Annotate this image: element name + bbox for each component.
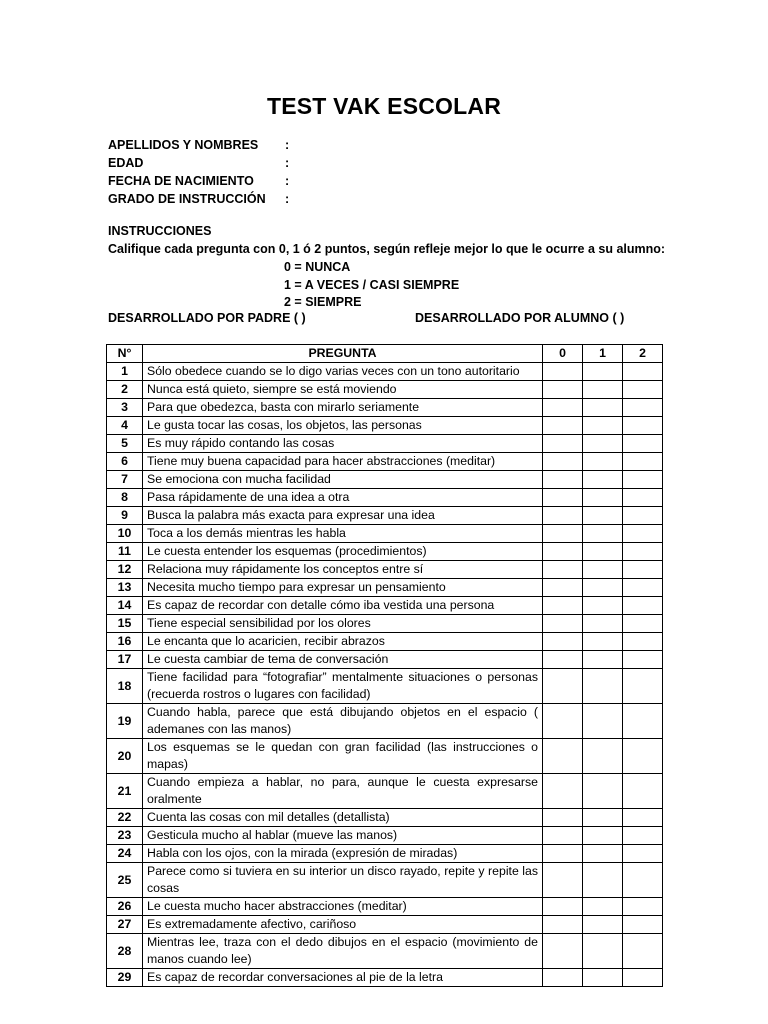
student-info-fields: [108, 136, 508, 208]
field-full-name: [108, 136, 508, 154]
score-cell-1[interactable]: [583, 399, 623, 417]
score-cell-2[interactable]: [623, 399, 663, 417]
field-birth-date: [108, 172, 508, 190]
score-cell-2[interactable]: [623, 916, 663, 934]
score-cell-0[interactable]: [543, 615, 583, 633]
question-number: 8: [107, 489, 143, 507]
score-cell-2[interactable]: [623, 417, 663, 435]
table-row: [107, 651, 663, 669]
table-row: [107, 525, 663, 543]
score-cell-0[interactable]: [543, 543, 583, 561]
question-text: Para que obedezca, basta con mirarlo seriamente: [143, 399, 543, 417]
score-cell-0[interactable]: [543, 934, 583, 969]
score-cell-0[interactable]: [543, 845, 583, 863]
field-label: APELLIDOS Y NOMBRES: [108, 138, 259, 152]
developed-by-student[interactable]: DESARROLLADO POR ALUMNO ( ): [415, 311, 625, 325]
score-cell-0[interactable]: [543, 704, 583, 739]
question-number: 14: [107, 597, 143, 615]
score-cell-2[interactable]: [623, 453, 663, 471]
table-row: [107, 934, 663, 969]
score-cell-2[interactable]: [623, 489, 663, 507]
score-cell-1[interactable]: [583, 381, 623, 399]
score-cell-0[interactable]: [543, 827, 583, 845]
score-cell-0[interactable]: [543, 916, 583, 934]
score-cell-0[interactable]: [543, 669, 583, 704]
score-cell-2[interactable]: [623, 597, 663, 615]
question-text: Le encanta que lo acaricien, recibir abrazos: [143, 633, 543, 651]
scale-item: 0 = NUNCA: [284, 260, 351, 274]
header-number: N°: [107, 345, 143, 363]
score-cell-1[interactable]: [583, 774, 623, 809]
score-cell-0[interactable]: [543, 525, 583, 543]
question-text: Necesita mucho tiempo para expresar un pensamiento: [143, 579, 543, 597]
header-question: PREGUNTA: [143, 345, 543, 363]
score-cell-0[interactable]: [543, 651, 583, 669]
scale-item: 1 = A VECES / CASI SIEMPRE: [284, 277, 460, 292]
table-row: [107, 471, 663, 489]
score-cell-2[interactable]: [623, 827, 663, 845]
rating-scale: [284, 259, 459, 312]
question-number: 24: [107, 845, 143, 863]
table-row: [107, 633, 663, 651]
question-number: 9: [107, 507, 143, 525]
question-text: Pasa rápidamente de una idea a otra: [143, 489, 543, 507]
header-score-1: 1: [583, 345, 623, 363]
score-cell-0[interactable]: [543, 809, 583, 827]
table-row: [107, 774, 663, 809]
score-cell-0[interactable]: [543, 597, 583, 615]
field-label: GRADO DE INSTRUCCIÓN: [108, 192, 266, 206]
score-cell-2[interactable]: [623, 471, 663, 489]
header-score-2: 2: [623, 345, 663, 363]
page-title: TEST VAK ESCOLAR: [266, 93, 502, 119]
question-text: Toca a los demás mientras les habla: [143, 525, 543, 543]
score-cell-2[interactable]: [623, 651, 663, 669]
question-number: 27: [107, 916, 143, 934]
field-age: [108, 154, 508, 172]
table-row: [107, 669, 663, 704]
score-cell-2[interactable]: [623, 363, 663, 381]
question-number: 17: [107, 651, 143, 669]
score-cell-2[interactable]: [623, 774, 663, 809]
score-cell-0[interactable]: [543, 453, 583, 471]
score-cell-2[interactable]: [623, 633, 663, 651]
field-colon: :: [285, 138, 290, 152]
question-number: 29: [107, 969, 143, 987]
field-colon: :: [285, 192, 290, 206]
question-text: Nunca está quieto, siempre se está moviendo: [143, 381, 543, 399]
question-number: 7: [107, 471, 143, 489]
score-cell-2[interactable]: [623, 704, 663, 739]
instructions-heading: INSTRUCCIONES: [108, 224, 212, 238]
question-number: 28: [107, 934, 143, 969]
score-cell-0[interactable]: [543, 739, 583, 774]
score-cell-1[interactable]: [583, 739, 623, 774]
score-cell-0[interactable]: [543, 399, 583, 417]
question-number: 10: [107, 525, 143, 543]
score-cell-1[interactable]: [583, 453, 623, 471]
table-row: [107, 916, 663, 934]
question-text: Le cuesta mucho hacer abstracciones (meditar): [143, 898, 543, 916]
score-cell-1[interactable]: [583, 827, 623, 845]
score-cell-2[interactable]: [623, 543, 663, 561]
score-cell-1[interactable]: [583, 934, 623, 969]
score-cell-2[interactable]: [623, 615, 663, 633]
question-number: 26: [107, 898, 143, 916]
question-text: Habla con los ojos, con la mirada (expresión de miradas): [143, 845, 543, 863]
score-cell-0[interactable]: [543, 417, 583, 435]
question-number: 23: [107, 827, 143, 845]
question-number: 6: [107, 453, 143, 471]
score-cell-1[interactable]: [583, 597, 623, 615]
score-cell-0[interactable]: [543, 579, 583, 597]
developed-by-parent[interactable]: DESARROLLADO POR PADRE ( ): [108, 311, 306, 325]
question-number: 2: [107, 381, 143, 399]
table-row: [107, 827, 663, 845]
table-row: [107, 561, 663, 579]
question-text: Se emociona con mucha facilidad: [143, 471, 543, 489]
field-colon: :: [285, 156, 290, 170]
table-row: [107, 615, 663, 633]
score-cell-0[interactable]: [543, 381, 583, 399]
score-cell-1[interactable]: [583, 633, 623, 651]
score-cell-0[interactable]: [543, 489, 583, 507]
question-text: Relaciona muy rápidamente los conceptos entre sí: [143, 561, 543, 579]
score-cell-2[interactable]: [623, 579, 663, 597]
score-cell-0[interactable]: [543, 435, 583, 453]
score-cell-2[interactable]: [623, 809, 663, 827]
score-cell-1[interactable]: [583, 561, 623, 579]
table-row: [107, 863, 663, 898]
question-text: Parece como si tuviera en su interior un disco rayado, repite y repite las cosas: [143, 863, 543, 898]
table-row: [107, 739, 663, 774]
question-number: 25: [107, 863, 143, 898]
table-header-row: [107, 345, 663, 363]
question-number: 18: [107, 669, 143, 704]
score-cell-0[interactable]: [543, 898, 583, 916]
score-cell-1[interactable]: [583, 471, 623, 489]
table-row: [107, 381, 663, 399]
question-text: Tiene muy buena capacidad para hacer abstracciones (meditar): [143, 453, 543, 471]
score-cell-1[interactable]: [583, 916, 623, 934]
table-row: [107, 453, 663, 471]
question-number: 20: [107, 739, 143, 774]
question-number: 11: [107, 543, 143, 561]
score-cell-1[interactable]: [583, 651, 623, 669]
table-row: [107, 417, 663, 435]
question-text: Le cuesta entender los esquemas (procedimientos): [143, 543, 543, 561]
score-cell-0[interactable]: [543, 969, 583, 987]
score-cell-1[interactable]: [583, 863, 623, 898]
question-text: Le cuesta cambiar de tema de conversación: [143, 651, 543, 669]
table-row: [107, 543, 663, 561]
field-label: EDAD: [108, 156, 144, 170]
question-number: 21: [107, 774, 143, 809]
instructions-text: Califique cada pregunta con 0, 1 ó 2 puntos, según refleje mejor lo que le ocurre a su alumno:: [108, 241, 666, 256]
field-colon: :: [285, 174, 290, 188]
question-number: 15: [107, 615, 143, 633]
question-text: Los esquemas se le quedan con gran facilidad (las instrucciones o mapas): [143, 739, 543, 774]
score-cell-0[interactable]: [543, 863, 583, 898]
table-row: [107, 845, 663, 863]
score-cell-1[interactable]: [583, 417, 623, 435]
score-cell-1[interactable]: [583, 363, 623, 381]
score-cell-0[interactable]: [543, 507, 583, 525]
score-cell-2[interactable]: [623, 381, 663, 399]
score-cell-0[interactable]: [543, 363, 583, 381]
score-cell-2[interactable]: [623, 561, 663, 579]
questions-body: [107, 363, 663, 987]
table-row: [107, 579, 663, 597]
table-row: [107, 597, 663, 615]
header-score-0: 0: [543, 345, 583, 363]
score-cell-1[interactable]: [583, 507, 623, 525]
score-cell-1[interactable]: [583, 809, 623, 827]
question-number: 22: [107, 809, 143, 827]
score-cell-0[interactable]: [543, 774, 583, 809]
question-text: Busca la palabra más exacta para expresar una idea: [143, 507, 543, 525]
score-cell-1[interactable]: [583, 435, 623, 453]
instructions-block: [108, 223, 665, 258]
score-cell-2[interactable]: [623, 898, 663, 916]
field-label: FECHA DE NACIMIENTO: [108, 174, 254, 188]
score-cell-1[interactable]: [583, 543, 623, 561]
score-cell-2[interactable]: [623, 845, 663, 863]
question-number: 1: [107, 363, 143, 381]
question-text: Es muy rápido contando las cosas: [143, 435, 543, 453]
score-cell-2[interactable]: [623, 435, 663, 453]
question-text: Sólo obedece cuando se lo digo varias veces con un tono autoritario: [143, 363, 543, 381]
score-cell-1[interactable]: [583, 489, 623, 507]
question-text: Cuando habla, parece que está dibujando objetos en el espacio ( ademanes con las manos): [143, 704, 543, 739]
question-text: Es capaz de recordar conversaciones al pie de la letra: [143, 969, 543, 987]
question-text: Tiene facilidad para “fotografiar” mentalmente situaciones o personas (recuerda rostros o lugares con facilidad): [143, 669, 543, 704]
table-row: [107, 489, 663, 507]
question-text: Mientras lee, traza con el dedo dibujos en el espacio (movimiento de manos cuando lee): [143, 934, 543, 969]
table-row: [107, 435, 663, 453]
scale-item: 2 = SIEMPRE: [284, 295, 362, 309]
score-cell-2[interactable]: [623, 969, 663, 987]
score-cell-1[interactable]: [583, 669, 623, 704]
questions-table: [106, 344, 663, 987]
question-number: 19: [107, 704, 143, 739]
score-cell-2[interactable]: [623, 507, 663, 525]
question-number: 13: [107, 579, 143, 597]
table-row: [107, 809, 663, 827]
question-number: 4: [107, 417, 143, 435]
question-text: Gesticula mucho al hablar (mueve las manos): [143, 827, 543, 845]
question-text: Le gusta tocar las cosas, los objetos, las personas: [143, 417, 543, 435]
question-number: 12: [107, 561, 143, 579]
question-text: Tiene especial sensibilidad por los olores: [143, 615, 543, 633]
question-number: 5: [107, 435, 143, 453]
table-row: [107, 363, 663, 381]
table-row: [107, 969, 663, 987]
question-text: Cuando empieza a hablar, no para, aunque le cuesta expresarse oralmente: [143, 774, 543, 809]
score-cell-1[interactable]: [583, 845, 623, 863]
question-text: Cuenta las cosas con mil detalles (detallista): [143, 809, 543, 827]
table-row: [107, 507, 663, 525]
field-grade: [108, 190, 508, 208]
score-cell-0[interactable]: [543, 633, 583, 651]
score-cell-2[interactable]: [623, 934, 663, 969]
question-number: 3: [107, 399, 143, 417]
table-row: [107, 704, 663, 739]
score-cell-2[interactable]: [623, 739, 663, 774]
table-row: [107, 898, 663, 916]
score-cell-2[interactable]: [623, 525, 663, 543]
question-number: 16: [107, 633, 143, 651]
table-row: [107, 399, 663, 417]
score-cell-2[interactable]: [623, 669, 663, 704]
score-cell-1[interactable]: [583, 898, 623, 916]
score-cell-1[interactable]: [583, 704, 623, 739]
score-cell-1[interactable]: [583, 615, 623, 633]
score-cell-0[interactable]: [543, 561, 583, 579]
score-cell-1[interactable]: [583, 969, 623, 987]
score-cell-1[interactable]: [583, 525, 623, 543]
score-cell-2[interactable]: [623, 863, 663, 898]
score-cell-0[interactable]: [543, 471, 583, 489]
question-text: Es extremadamente afectivo, cariñoso: [143, 916, 543, 934]
question-text: Es capaz de recordar con detalle cómo iba vestida una persona: [143, 597, 543, 615]
score-cell-1[interactable]: [583, 579, 623, 597]
